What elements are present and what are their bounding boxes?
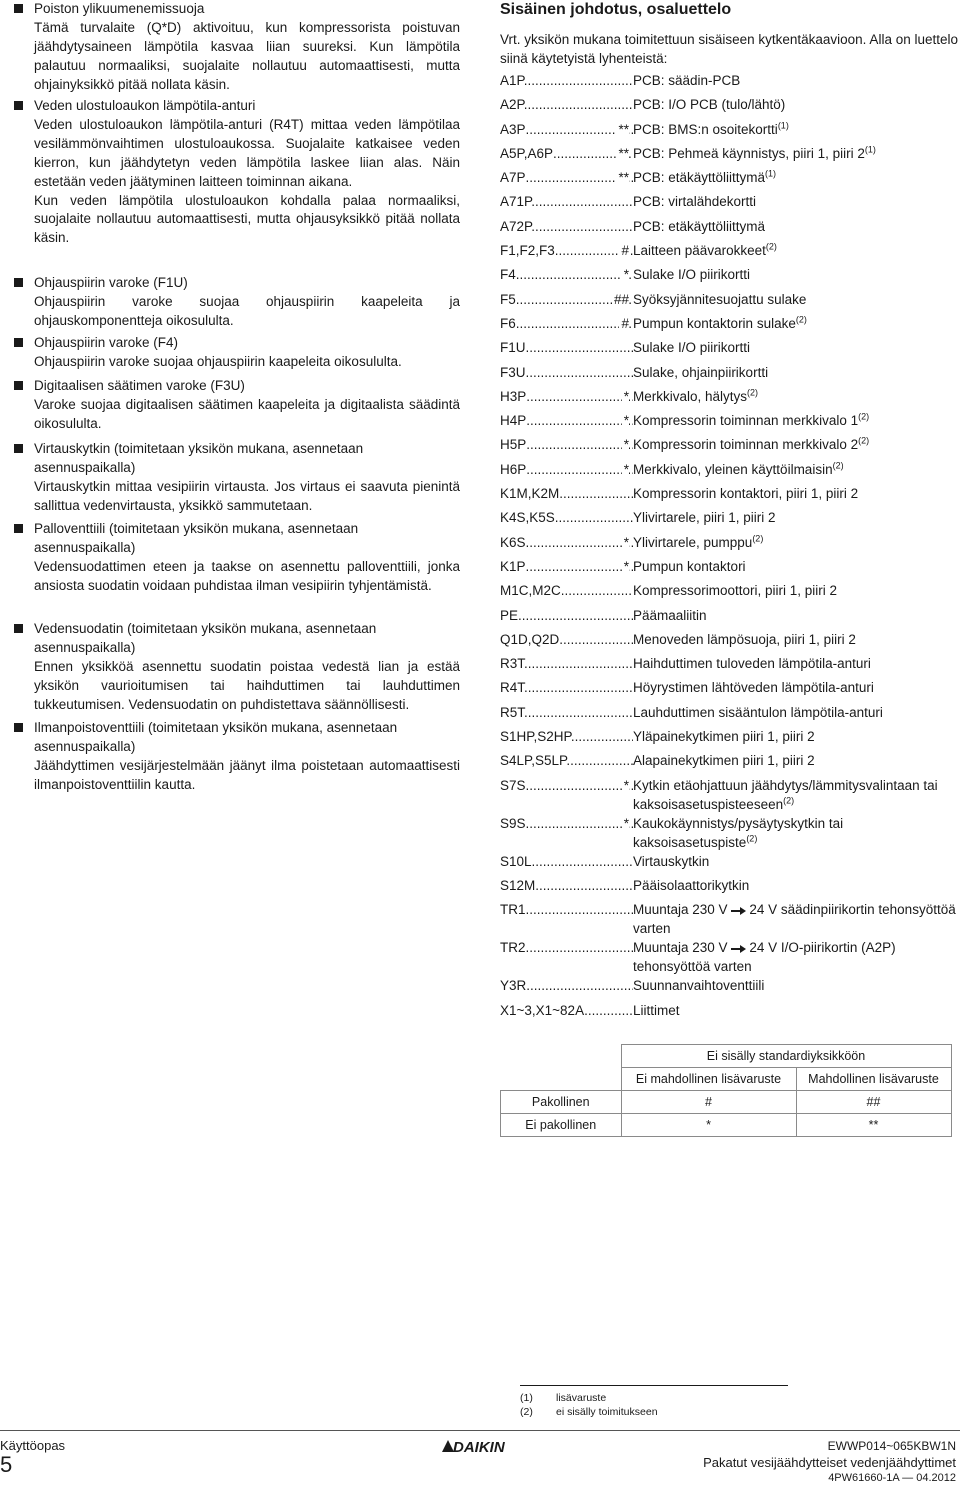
legend-description xyxy=(633,192,958,211)
legend-code-text: F3U xyxy=(500,364,526,380)
legend-code-text: K1P xyxy=(500,558,526,574)
legend-desc-text: Höyrystimen lähtöveden lämpötila-anturi xyxy=(633,680,874,696)
legend-mark: ** xyxy=(618,170,629,186)
legend-desc-text: Ylivirtarele, piiri 1, piiri 2 xyxy=(633,510,776,526)
legend-code-text: S4LP,S5LP xyxy=(500,753,567,769)
legend-item xyxy=(500,508,958,532)
legend-code-text: A1P xyxy=(500,73,524,88)
bullet-paragraph: Veden ulostuloaukon lämpötila-anturi (R4T) mittaa veden lämpötilaa vesilämmönvaihtimen ulostuloaukossa. Suojalaite katkaisee veden kierron, kun jäähdytetyn veden lämpötila laskee liian alas. Näin estetään veden jäätyminen laitteen toiminnan aikana. xyxy=(34,116,460,189)
table-cell: ## xyxy=(796,1091,951,1114)
legend-code xyxy=(500,852,633,871)
legend-code xyxy=(500,460,633,479)
page-number: 5 xyxy=(0,1452,13,1477)
legend-mark: * xyxy=(623,461,629,477)
legend-desc-text: Lauhduttimen sisääntulon lämpötila-anturi xyxy=(633,704,883,720)
legend-desc-text: Merkkivalo, yleinen käyttöilmaisin xyxy=(633,461,833,477)
legend-description xyxy=(633,71,958,90)
footnotes xyxy=(520,1385,788,1419)
bullet-square-icon xyxy=(14,4,23,13)
legend-desc-text: Kompressorin toiminnan merkkivalo 2 xyxy=(633,437,859,453)
legend-item xyxy=(500,363,958,387)
bullet-paragraph: Jäähdyttimen vesijärjestelmään jäänyt ilma poistetaan automaattisesti ilmanpoistoventtiilin kautta. xyxy=(34,757,460,792)
legend-code xyxy=(500,217,633,236)
table-col-header: Ei mahdollinen lisävaruste xyxy=(621,1068,796,1091)
model-number: EWWP014~065KBW1N xyxy=(827,1439,956,1453)
legend-item xyxy=(500,876,958,900)
legend-code xyxy=(500,95,633,114)
bullet-section xyxy=(14,440,460,516)
legend-code xyxy=(500,630,633,649)
legend-item xyxy=(500,241,958,265)
legend-item xyxy=(500,581,958,605)
legend-code xyxy=(500,144,633,163)
footnote-reference: (1) xyxy=(864,144,876,155)
legend-description xyxy=(633,241,958,260)
legend-description xyxy=(633,776,958,814)
legend-desc-text: PCB: BMS:n osoitekortti xyxy=(633,121,778,137)
bullet-square-icon xyxy=(14,624,23,633)
legend-code-text: S7S xyxy=(500,777,526,793)
legend-item xyxy=(500,654,958,678)
legend-item xyxy=(500,976,958,1000)
legend-description xyxy=(633,557,958,576)
bullet-heading: Ohjauspiirin varoke (F4) xyxy=(34,335,179,350)
legend-code xyxy=(500,120,633,139)
table-row xyxy=(501,1091,952,1114)
legend-code xyxy=(500,876,633,895)
legend-code xyxy=(500,241,633,260)
table-col-header: Mahdollinen lisävaruste xyxy=(796,1068,951,1091)
bullet-square-icon xyxy=(14,524,23,533)
legend-description xyxy=(633,168,958,187)
bullet-heading: Ilmanpoistoventtiili (toimitetaan yksikön mukana, asennetaan asennuspaikalla) xyxy=(34,720,398,754)
bullet-heading: Veden ulostuloaukon lämpötila-anturi xyxy=(34,98,256,113)
table-group-header: Ei sisälly standardiyksikköön xyxy=(621,1045,951,1068)
legend-description xyxy=(633,95,958,114)
legend-code-text: X1~3,X1~82A xyxy=(500,1002,585,1018)
legend-item xyxy=(500,533,958,557)
legend-code xyxy=(500,938,633,957)
legend-desc-before: Muuntaja 230 V xyxy=(633,940,728,956)
footnote-reference: (2) xyxy=(858,435,870,446)
legend-code-text: K6S xyxy=(500,534,526,550)
bullet-heading: Ohjauspiirin varoke (F1U) xyxy=(34,275,188,290)
bullet-paragraph: Ohjauspiirin varoke suojaa ohjauspiirin kaapeleita ja ohjauskomponentteja oikosululta. xyxy=(34,293,460,328)
bullet-paragraph: Varoke suojaa digitaalisen säätimen kaapeleita ja digitaalista säädintä oikosululta. xyxy=(34,396,460,431)
legend-desc-text: Merkkivalo, hälytys xyxy=(633,388,748,404)
legend-desc-text: Virtauskytkin xyxy=(633,853,710,869)
legend-item xyxy=(500,387,958,411)
bullet-section xyxy=(14,620,460,715)
legend-item xyxy=(500,703,958,727)
daikin-logo-icon xyxy=(442,1438,518,1454)
legend-description xyxy=(633,460,958,479)
legend-code xyxy=(500,338,633,357)
bullet-paragraph: Kun veden lämpötila ulostuloaukon kohdalla palaa normaaliksi, suojalaite nollautuu automaattisesti, mutta ohjausyksikkö pitää nollata käsin. xyxy=(34,192,460,246)
legend-description xyxy=(633,606,958,625)
legend-item xyxy=(500,900,958,938)
legend-code xyxy=(500,678,633,697)
legend-desc-text: PCB: etäkäyttöliittymä xyxy=(633,170,766,186)
bullet-section xyxy=(14,0,460,95)
footnote-number: (1) xyxy=(520,1392,533,1404)
legend-code xyxy=(500,71,633,90)
legend-description xyxy=(633,290,958,309)
legend-mark: # xyxy=(621,243,629,259)
legend-description xyxy=(633,411,958,430)
legend-code-text: A71P xyxy=(500,194,532,210)
legend-code xyxy=(500,727,633,746)
legend-item xyxy=(500,168,958,192)
legend-code-text: M1C,M2C xyxy=(500,583,561,599)
legend-code-text: A7P xyxy=(500,170,526,186)
right-column xyxy=(500,0,958,1025)
legend-mark: ** xyxy=(618,145,629,161)
legend-code-text: S10L xyxy=(500,853,532,869)
legend-description xyxy=(633,314,958,333)
legend-description xyxy=(633,533,958,552)
legend-desc-text: PCB: Pehmeä käynnistys, piiri 1, piiri 2 xyxy=(633,145,865,161)
legend-code xyxy=(500,387,633,406)
legend-item xyxy=(500,411,958,435)
legend-mark: * xyxy=(623,777,629,793)
section-intro: Vrt. yksikön mukana toimitettuun sisäiseen kytkentäkaavioon. Alla on luettelo siinä käytetyistä lyhenteistä: xyxy=(500,32,958,66)
table-row-label: Ei pakollinen xyxy=(501,1114,622,1137)
legend-desc-text: Sulake I/O piirikortti xyxy=(633,340,751,356)
legend-desc-text: Kaukokäynnistys/pysäytyskytkin tai kaksoisasetuspiste xyxy=(633,815,844,850)
footer-rule xyxy=(0,1430,960,1431)
page-footer xyxy=(0,1432,960,1484)
legend-code-text: S12M xyxy=(500,877,536,893)
legend-desc-text: Kompressorin kontaktori, piiri 1, piiri 2 xyxy=(633,486,859,502)
legend-key-table xyxy=(500,1044,952,1137)
arrow-right-icon xyxy=(731,948,744,950)
legend-code-text: A5P,A6P xyxy=(500,145,554,161)
table-corner xyxy=(501,1045,622,1068)
legend-item xyxy=(500,938,958,976)
legend-description xyxy=(633,852,958,871)
legend-desc-text: Alapainekytkimen piiri 1, piiri 2 xyxy=(633,753,815,769)
legend-desc-text: Laitteen päävarokkeet xyxy=(633,243,766,259)
legend-item xyxy=(500,606,958,630)
legend-code-text: S9S xyxy=(500,815,526,831)
legend-code-text: F6 xyxy=(500,315,516,331)
footnote xyxy=(520,1405,788,1419)
table-row-label: Pakollinen xyxy=(501,1091,622,1114)
legend-desc-text: Syöksyjännitesuojattu sulake xyxy=(633,291,807,307)
legend-desc-text: Kytkin etäohjattuun jäähdytys/lämmitysvalintaan tai kaksoisasetuspisteeseen xyxy=(633,777,938,812)
legend-desc-text: Sulake, ohjainpiirikortti xyxy=(633,364,769,380)
legend-code xyxy=(500,606,633,625)
footnote-reference: (2) xyxy=(747,387,759,398)
legend-item xyxy=(500,776,958,814)
legend-description xyxy=(633,678,958,697)
legend-code-text: R5T xyxy=(500,704,525,720)
bullet-paragraph: Ohjauspiirin varoke suojaa ohjauspiirin kaapeleita oikosululta. xyxy=(34,353,402,369)
legend-desc-text: Pumpun kontaktorin sulake xyxy=(633,315,796,331)
bullet-square-icon xyxy=(14,101,23,110)
legend-code xyxy=(500,314,633,333)
bullet-section xyxy=(14,520,460,596)
legend-mark: * xyxy=(623,815,629,831)
legend-code xyxy=(500,192,633,211)
footnote-reference: (1) xyxy=(765,168,777,179)
daikin-logo xyxy=(442,1438,518,1459)
footnote-text: lisävaruste xyxy=(556,1392,607,1404)
legend-description xyxy=(633,265,958,284)
bullet-paragraph: Ennen yksikköä asennettu suodatin poistaa vedestä lian ja estää yksikön vaurioitumisen tai haihduttimen tai lauhduttimen tukkeutumisen. Vedensuodatin on puhdistettava säännöllisesti. xyxy=(34,658,460,712)
legend-code-text: H3P xyxy=(500,388,527,404)
footnote-reference: (2) xyxy=(752,533,764,544)
legend-code xyxy=(500,411,633,430)
legend-code xyxy=(500,435,633,454)
legend-item xyxy=(500,95,958,119)
bullet-square-icon xyxy=(14,338,23,347)
footnote-rule xyxy=(520,1385,788,1386)
manual-label: Käyttöopas xyxy=(0,1438,66,1453)
bullet-section xyxy=(14,719,460,795)
bullet-paragraph: Virtauskytkin mittaa vesipiirin virtausta. Jos virtaus ei saavuta pienintä sallittua vedenvirtausta, yksikkö sammutetaan. xyxy=(34,478,460,513)
legend-mark: * xyxy=(623,534,629,550)
legend-code xyxy=(500,776,633,795)
bullet-heading: Poiston ylikuumenemissuoja xyxy=(34,1,205,16)
legend-code-text: PE xyxy=(500,607,519,623)
legend-description xyxy=(633,876,958,895)
legend-code-text: S1HP,S2HP xyxy=(500,729,571,745)
legend-code-text: K1M,K2M xyxy=(500,486,560,502)
legend-mark: ** xyxy=(618,121,629,137)
legend-item xyxy=(500,290,958,314)
legend-code-text: R4T xyxy=(500,680,525,696)
bullet-heading: Vedensuodatin (toimitetaan yksikön mukana, asennetaan asennuspaikalla) xyxy=(34,621,377,655)
bullet-paragraph: Vedensuodattimen eteen ja taakse on asennettu palloventtiili, jonka ansiosta suodatin voidaan puhdistaa ilman vesipiirin tyhjentämistä. xyxy=(34,558,460,593)
legend-desc-text: Kompressorin toiminnan merkkivalo 1 xyxy=(633,413,859,429)
legend-description xyxy=(633,363,958,382)
legend-code xyxy=(500,484,633,503)
footnote-reference: (2) xyxy=(858,411,870,422)
document-code: 4PW61660-1A — 04.2012 xyxy=(828,1472,956,1484)
legend-code xyxy=(500,1001,633,1020)
legend-code xyxy=(500,751,633,770)
legend-code-text: F1,F2,F3 xyxy=(500,243,555,259)
legend-item xyxy=(500,460,958,484)
legend-description xyxy=(633,630,958,649)
footer-right xyxy=(703,1438,956,1485)
legend-desc-text: Pääisolaattorikytkin xyxy=(633,877,750,893)
legend-item xyxy=(500,814,958,852)
legend-code-text: H6P xyxy=(500,461,527,477)
legend-description xyxy=(633,751,958,770)
bullet-heading: Virtauskytkin (toimitetaan yksikön mukana, asennetaan asennuspaikalla) xyxy=(34,441,364,475)
bullet-heading: Digitaalisen säätimen varoke (F3U) xyxy=(34,378,245,393)
table-cell: # xyxy=(621,1091,796,1114)
legend-code xyxy=(500,703,633,722)
legend-item xyxy=(500,144,958,168)
legend-code-text: F4 xyxy=(500,267,516,283)
legend-desc-after: 24 V I/O-piirikortin (A2P) tehonsyöttöä varten xyxy=(633,940,896,975)
legend-mark: * xyxy=(623,388,629,404)
legend-code-text: Q1D,Q2D xyxy=(500,631,560,647)
legend-item xyxy=(500,314,958,338)
footnote-reference: (1) xyxy=(777,120,789,131)
legend-item xyxy=(500,1001,958,1025)
bullet-section xyxy=(14,334,460,372)
legend-code-text: F1U xyxy=(500,340,526,356)
legend-description xyxy=(633,144,958,163)
legend-code-text: A3P xyxy=(500,121,526,137)
legend-mark: * xyxy=(623,413,629,429)
footer-left xyxy=(0,1438,65,1477)
footnote-reference: (2) xyxy=(746,833,758,844)
bullet-square-icon xyxy=(14,278,23,287)
legend-item xyxy=(500,484,958,508)
legend-item xyxy=(500,630,958,654)
legend-description xyxy=(633,703,958,722)
legend-description xyxy=(633,1001,958,1020)
footnote-number: (2) xyxy=(520,1406,533,1418)
legend-desc-text: PCB: säädin-PCB xyxy=(633,73,741,88)
legend-desc-text: Sulake I/O piirikortti xyxy=(633,267,751,283)
legend-desc-text: Haihduttimen tuloveden lämpötila-anturi xyxy=(633,656,871,672)
legend-code-text: Y3R xyxy=(500,978,527,994)
legend-item xyxy=(500,192,958,216)
legend-mark: * xyxy=(623,267,629,283)
legend-description xyxy=(633,727,958,746)
legend-code xyxy=(500,976,633,995)
bullet-square-icon xyxy=(14,723,23,732)
legend-item xyxy=(500,678,958,702)
table-cell: * xyxy=(621,1114,796,1137)
legend-desc-text: Ylivirtarele, pumppu xyxy=(633,534,753,550)
legend-desc-text: Päämaaliitin xyxy=(633,607,707,623)
legend-description xyxy=(633,814,958,852)
legend-item xyxy=(500,727,958,751)
legend-description xyxy=(633,387,958,406)
legend-code xyxy=(500,290,633,309)
footnote-reference: (2) xyxy=(783,795,795,806)
section-title: Sisäinen johdotus, osaluettelo xyxy=(500,1,732,18)
legend-code-text: K4S,K5S xyxy=(500,510,555,526)
legend-code-text: F5 xyxy=(500,291,516,307)
legend-mark: ## xyxy=(613,291,629,307)
footnote-reference: (2) xyxy=(832,460,844,471)
legend-description xyxy=(633,120,958,139)
bullet-square-icon xyxy=(14,444,23,453)
legend-code-text: A72P xyxy=(500,218,532,234)
bullet-heading: Palloventtiili (toimitetaan yksikön mukana, asennetaan asennuspaikalla) xyxy=(34,521,359,555)
bullet-section xyxy=(14,377,460,434)
footnote-reference: (2) xyxy=(795,314,807,325)
legend-description xyxy=(633,654,958,673)
legend-description xyxy=(633,338,958,357)
legend-desc-text: Menoveden lämpösuoja, piiri 1, piiri 2 xyxy=(633,631,856,647)
bullet-square-icon xyxy=(14,381,23,390)
legend-mark: * xyxy=(623,437,629,453)
legend-item xyxy=(500,120,958,144)
footnote-reference: (2) xyxy=(765,241,777,252)
legend-code-text: TR2 xyxy=(500,940,526,956)
bullet-section xyxy=(14,97,460,248)
legend-mark: * xyxy=(623,558,629,574)
legend-item xyxy=(500,435,958,459)
legend-desc-text: PCB: etäkäyttöliittymä xyxy=(633,218,766,234)
legend-code xyxy=(500,508,633,527)
table-row xyxy=(501,1114,952,1137)
legend-code-text: A2P xyxy=(500,97,524,113)
legend-item xyxy=(500,71,958,95)
legend-item xyxy=(500,557,958,581)
legend-description xyxy=(633,976,958,995)
bullet-section xyxy=(14,274,460,331)
legend-desc-text: Liittimet xyxy=(633,1002,680,1018)
legend-code-text: H5P xyxy=(500,437,527,453)
footnote-text: ei sisälly toimitukseen xyxy=(556,1406,658,1418)
legend-code xyxy=(500,814,633,833)
abbreviation-legend xyxy=(500,71,958,1025)
legend-code xyxy=(500,168,633,187)
legend-description xyxy=(633,581,958,600)
legend-item xyxy=(500,217,958,241)
legend-item xyxy=(500,751,958,775)
legend-desc-text: Pumpun kontaktori xyxy=(633,558,746,574)
legend-desc-text: Suunnanvaihtoventtiili xyxy=(633,978,765,994)
legend-code xyxy=(500,581,633,600)
footnote xyxy=(520,1391,788,1405)
legend-description xyxy=(633,217,958,236)
legend-item xyxy=(500,265,958,289)
table-corner xyxy=(501,1068,622,1091)
legend-code xyxy=(500,900,633,919)
legend-description xyxy=(633,435,958,454)
legend-code xyxy=(500,265,633,284)
legend-code-text: R3T xyxy=(500,656,525,672)
legend-description xyxy=(633,508,958,527)
legend-code xyxy=(500,533,633,552)
legend-description xyxy=(633,900,958,938)
bullet-paragraph: Tämä turvalaite (Q*D) aktivoituu, kun kompressorista poistuvan jäähdytysaineen lämpötila kasvaa liian suureksi. Kun lämpötila palautuu normaaliksi, suojalaite nollautuu automaattisesti, mutta ohjainyksikkö pitää nollata käsin. xyxy=(34,19,460,92)
legend-desc-before: Muuntaja 230 V xyxy=(633,902,728,918)
legend-code xyxy=(500,363,633,382)
legend-desc-text: Yläpainekytkimen piiri 1, piiri 2 xyxy=(633,729,815,745)
product-description: Pakatut vesijäähdytteiset vedenjäähdyttimet xyxy=(703,1455,956,1470)
legend-code xyxy=(500,557,633,576)
legend-desc-after: 24 V säädinpiirikortin tehonsyöttöä varten xyxy=(633,902,956,937)
legend-item xyxy=(500,852,958,876)
legend-code-text: H4P xyxy=(500,413,527,429)
legend-desc-text: PCB: I/O PCB (tulo/lähtö) xyxy=(633,97,786,113)
legend-description xyxy=(633,484,958,503)
legend-desc-text: PCB: virtalähdekortti xyxy=(633,194,757,210)
legend-mark: # xyxy=(621,315,629,331)
legend-code xyxy=(500,654,633,673)
legend-item xyxy=(500,338,958,362)
table-cell: ** xyxy=(796,1114,951,1137)
arrow-right-icon xyxy=(731,910,744,912)
legend-desc-text: Kompressorimoottori, piiri 1, piiri 2 xyxy=(633,583,838,599)
legend-description xyxy=(633,938,958,976)
legend-code-text: TR1 xyxy=(500,902,526,918)
brand-text: DAIKIN xyxy=(453,1439,505,1454)
